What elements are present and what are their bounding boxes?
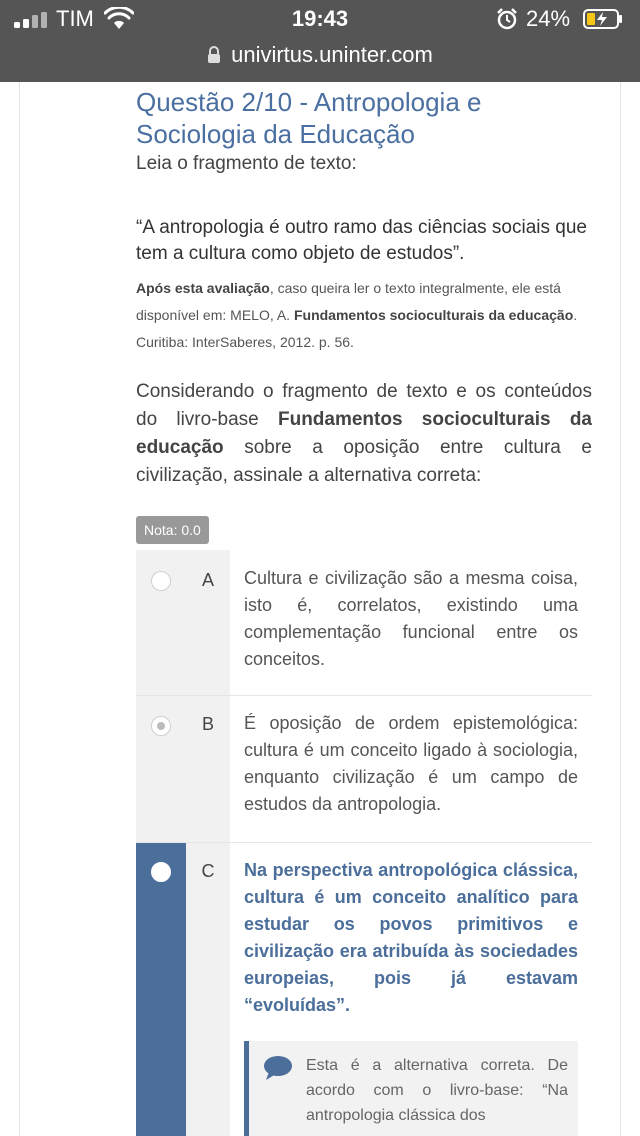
ref-text-2: . Curitiba: InterSaberes, 2012. p. 56. — [136, 307, 578, 350]
question-prompt — [136, 378, 592, 490]
ref-bold-2: Fundamentos socioculturais da educação — [293, 307, 574, 323]
option-a[interactable] — [136, 550, 592, 696]
option-a-letter: A — [201, 570, 214, 590]
carrier-name: TIM — [56, 6, 94, 31]
alarm-icon — [496, 8, 518, 30]
ref-bold-1: Após esta avaliação — [136, 280, 270, 296]
option-c-text: Na perspectiva antropológica clássica, cultura é um conceito analítico para estudar os povos primitivos e civilização era atribuída às sociedades europeias, pois já estavam “evoluídas”. — [244, 860, 578, 1015]
ref-text-1: , caso queira ler o texto integralmente, ele está disponível em: MELO, A. — [136, 280, 561, 323]
grade-badge: Nota: 0.0 — [136, 516, 209, 544]
lock-icon — [207, 46, 221, 64]
feedback-text: Esta é a alternativa correta. De acordo com o livro-base: “Na antropologia clássica dos — [306, 1057, 568, 1124]
option-b-radio[interactable] — [151, 716, 171, 736]
feedback-box — [244, 1041, 578, 1136]
prompt-text-2: sobre a oposição entre cultura e civilização, assinale a alternativa correta: — [136, 437, 592, 486]
option-c-letter: C — [201, 861, 215, 881]
question-reference — [136, 275, 596, 356]
battery-percent: 24% — [526, 6, 571, 31]
prompt-book-title: Fundamentos socioculturais da educação — [136, 409, 593, 458]
prompt-text-1: Considerando o fragmento de texto e os conteúdos do livro-base — [136, 381, 592, 430]
question-quote: “A antropologia é outro ramo das ciências sociais que tem a cultura como objeto de estudos”. — [136, 217, 587, 264]
option-b-letter: B — [201, 714, 214, 734]
address-bar[interactable] — [0, 40, 640, 70]
status-time: 19:43 — [291, 6, 349, 31]
option-a-radio[interactable] — [151, 571, 171, 591]
battery-icon — [583, 9, 623, 29]
option-c-radio[interactable] — [151, 862, 171, 882]
url-text: univirtus.uninter.com — [231, 42, 433, 67]
speech-bubble-icon — [263, 1055, 293, 1081]
option-a-text: Cultura e civilização são a mesma coisa, isto é, correlatos, existindo uma complementação funcional entre os conceitos. — [244, 568, 578, 669]
browser-chrome — [0, 0, 640, 82]
option-b-text: É oposição de ordem epistemológica: cultura é um conceito ligado à sociologia, enquanto civilização é um campo de estudos da antropologia. — [244, 713, 578, 814]
option-b[interactable] — [136, 696, 592, 843]
question-intro: Leia o fragmento de texto: — [136, 153, 357, 174]
question-title: Questão 2/10 - Antropologia e Sociologia da Educação — [136, 87, 482, 149]
status-bar — [0, 0, 640, 40]
